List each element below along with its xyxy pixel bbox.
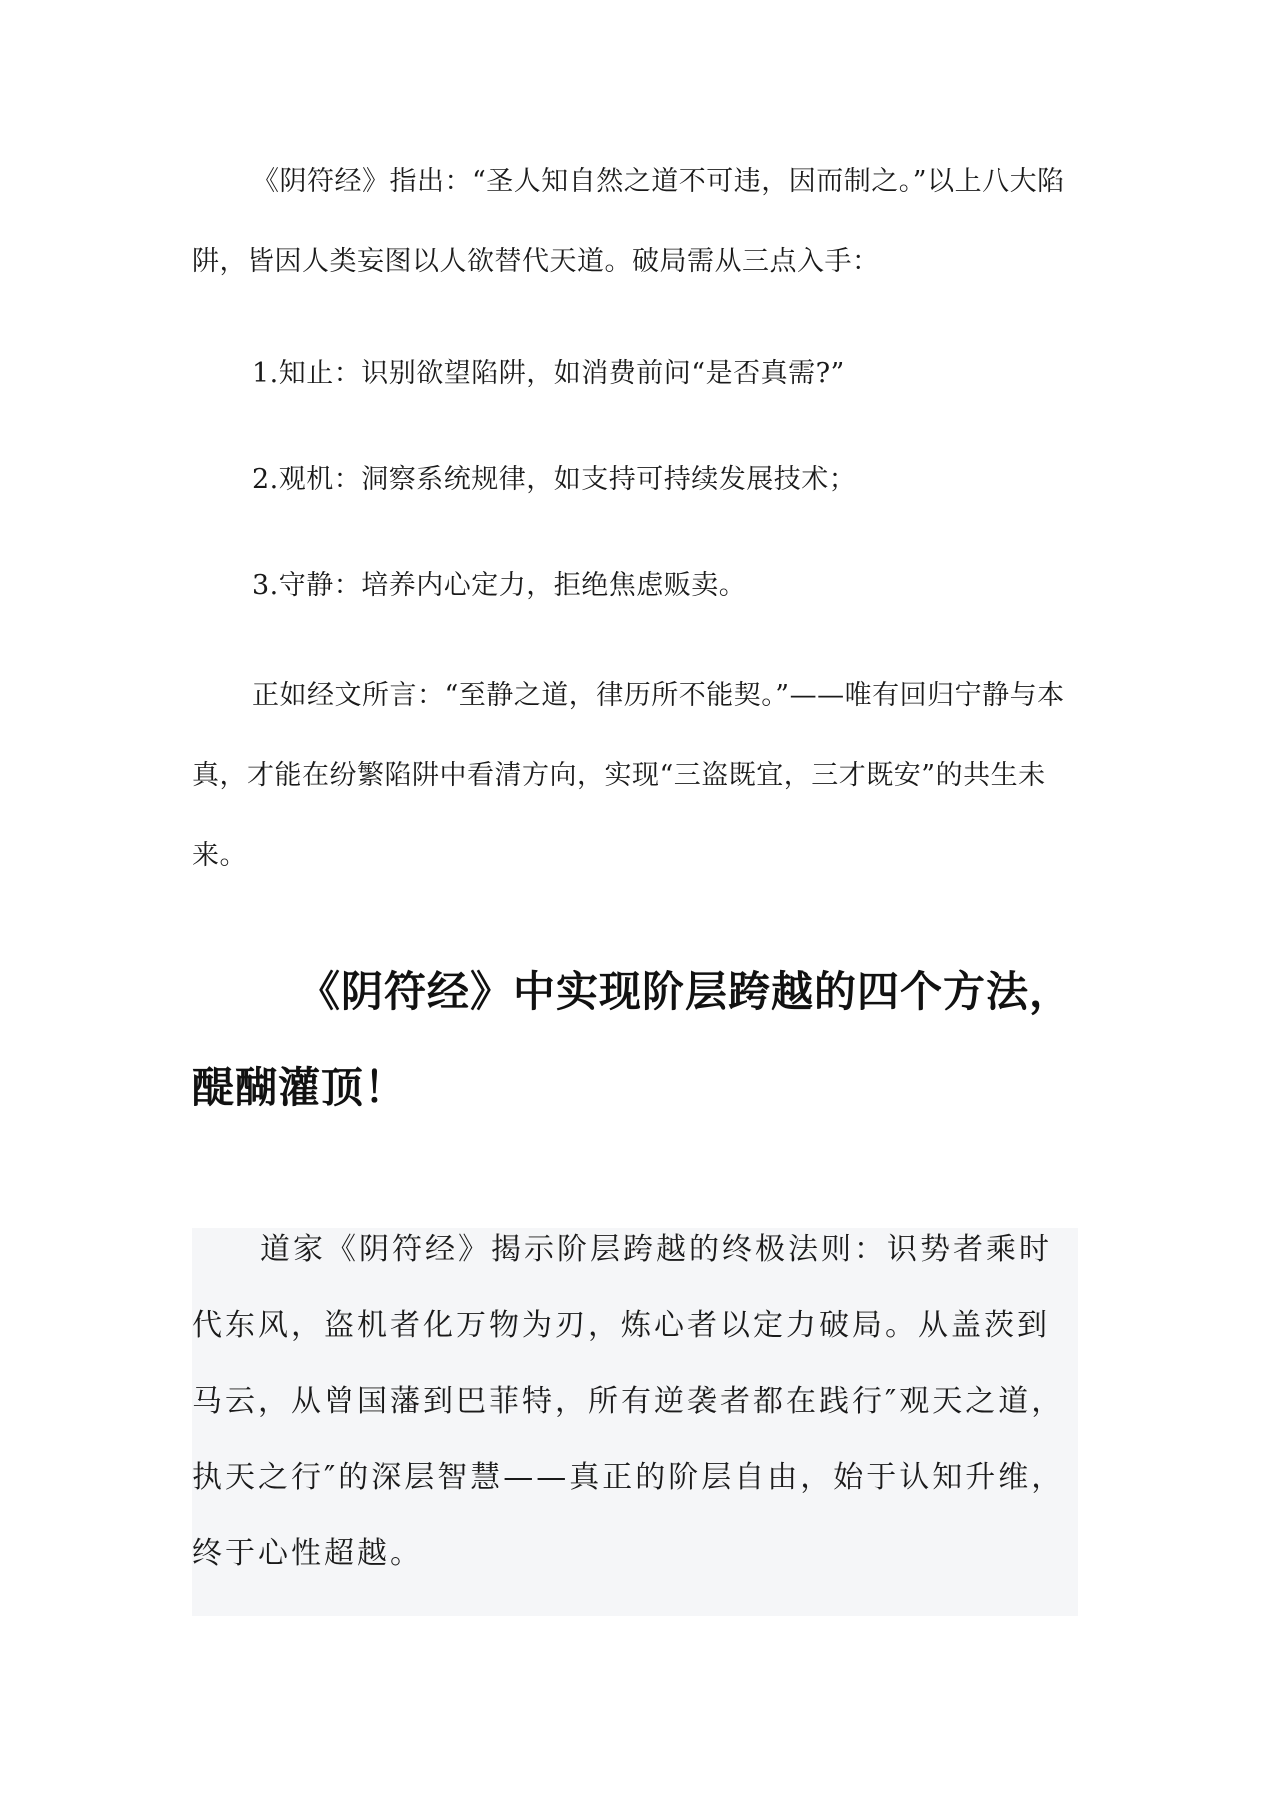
list-item-guan-ji: 2.观机：洞察系统规律，如支持可持续发展技术； (252, 464, 857, 495)
intro-paragraph: 《阴符经》指出：“圣人知自然之道不可违，因而制之。”以上八大陷阱，皆因人类妄图以人欲替代天道。破局需从三点入手： (192, 166, 1065, 277)
list-item-zhi-zhi: 1.知止：识别欲望陷阱，如消费前问“是否真需?” (252, 358, 845, 389)
quote-block-text: 道家《阴符经》揭示阶层跨越的终极法则：识势者乘时代东风，盗机者化万物为刃，炼心者以定力破局。从盖茨到马云，从曾国藩到巴菲特，所有逆袭者都在践行″观天之道，执天之行″的深层智慧——真正的阶层自由，始于认知升维，终于心性超越。 (192, 1232, 1065, 1571)
section-heading: 《阴符经》中实现阶层跨越的四个方法，醍醐灌顶！ (192, 967, 1073, 1112)
conclusion-paragraph: 正如经文所言：“至静之道，律历所不能契。”——唯有回归宁静与本真，才能在纷繁陷阱中看清方向，实现“三盗既宜，三才既安”的共生未来。 (192, 680, 1065, 871)
list-item-shou-jing: 3.守静：培养内心定力，拒绝焦虑贩卖。 (252, 570, 747, 601)
